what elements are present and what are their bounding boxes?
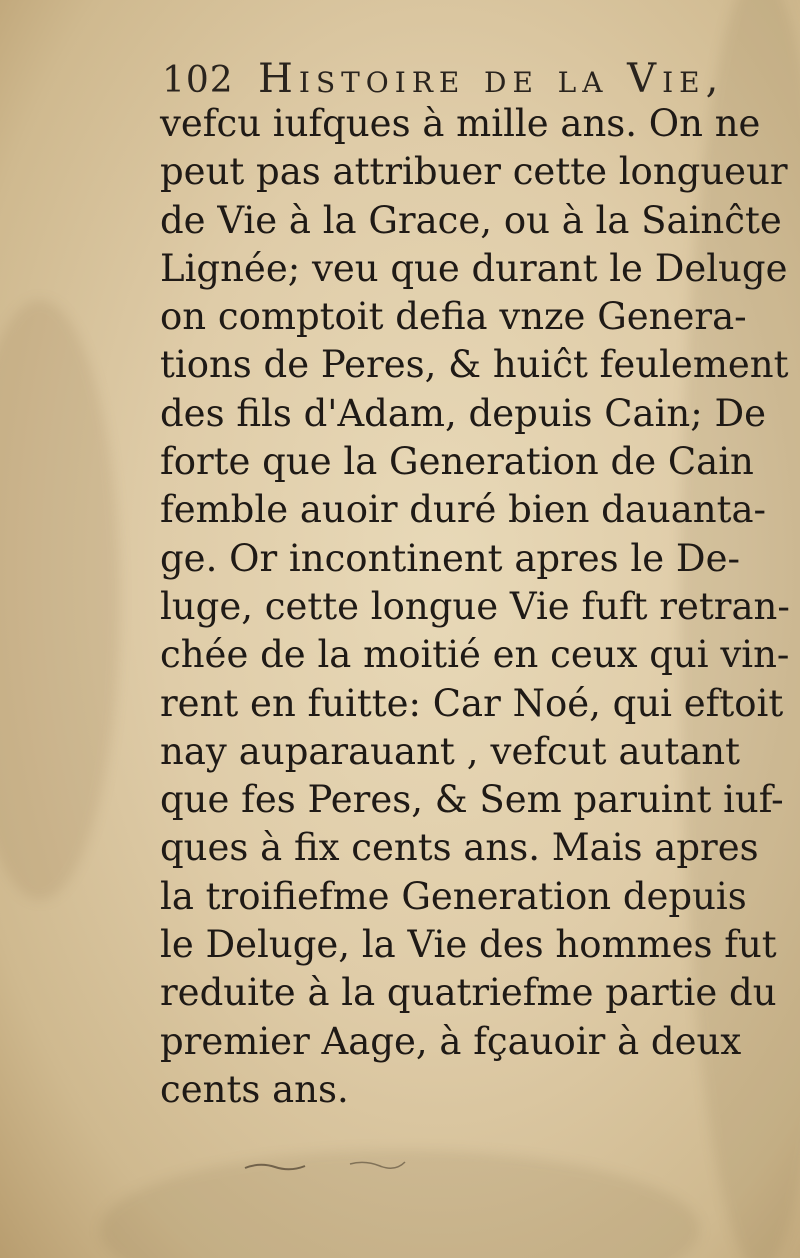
text-line: ge. Or incontinent apres le De- (160, 536, 740, 580)
text-line: reduite à la quatriefme partie du (160, 971, 777, 1015)
text-line: luge, cette longue Vie fuft retran- (160, 584, 790, 628)
text-line: forte que la Generation de Cain (160, 440, 754, 484)
text-line: la troifiefme Generation depuis (160, 874, 747, 918)
text-line: Lignée; veu que durant le Deluge (160, 246, 788, 290)
running-title: Histoire de la Vie, (258, 56, 725, 102)
text-line: chée de la moitié en ceux qui vin- (160, 633, 790, 677)
text-line: on comptoit defia vnze Genera- (160, 295, 747, 339)
page-header (162, 56, 725, 106)
text-line: peut pas attribuer cette longueur (160, 150, 788, 194)
text-line: tions de Peres, & huiĉt feulement (160, 343, 789, 387)
text-line: rent en fuitte: Car Noé, qui eftoit (160, 681, 784, 725)
text-line: des fils d'Adam, depuis Cain; De (160, 391, 767, 435)
text-line: femble auoir duré bien dauanta- (160, 488, 767, 532)
text-line: que fes Peres, & Sem paruint iuf- (160, 778, 784, 822)
text-line: vefcu iufques à mille ans. On ne (160, 102, 761, 145)
text-line: cents ans. (160, 1067, 349, 1111)
page-number: 102 (162, 60, 234, 101)
text-line: le Deluge, la Vie des hommes fut (160, 923, 777, 967)
text-line: premier Aage, à fçauoir à deux (160, 1019, 742, 1063)
text-line: ques à fix cents ans. Mais apres (160, 826, 759, 870)
body-text (160, 100, 790, 1114)
page-stain (0, 300, 120, 900)
text-line: de Vie à la Grace, ou à la Sainĉte (160, 198, 782, 242)
text-line: nay auparauant , vefcut autant (160, 729, 740, 773)
ink-smudge-ornament (240, 1140, 410, 1180)
